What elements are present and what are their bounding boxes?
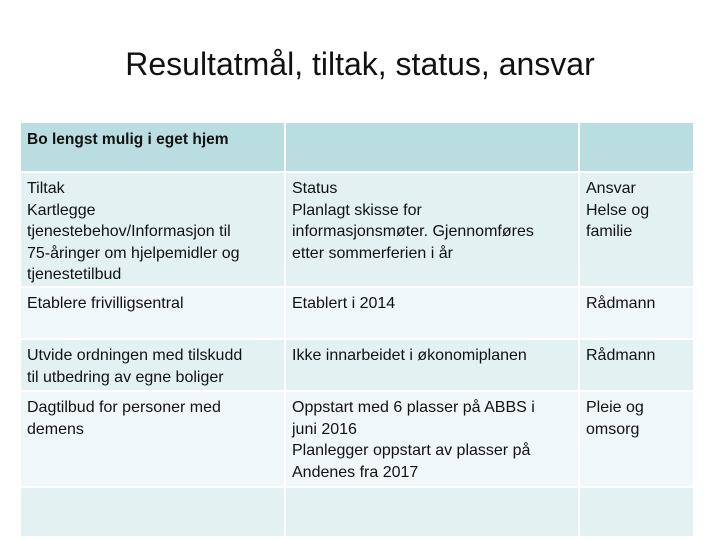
cell-line: Oppstart med 6 plasser på ABBS i (292, 399, 535, 416)
header-cell-empty (286, 123, 580, 173)
tiltak-cell (21, 488, 286, 538)
cell-line: Rådmann (586, 347, 656, 364)
cell-line: Pleie og (586, 399, 644, 416)
table-row (21, 173, 693, 288)
cell-line: Tiltak (27, 180, 65, 197)
table-row (21, 488, 693, 538)
cell-line: Kartlegge (27, 201, 96, 219)
cell-line: Ikke innarbeidet i økonomiplanen (292, 347, 527, 364)
status-cell (286, 173, 580, 288)
slide-title: Resultatmål, tiltak, status, ansvar (125, 46, 595, 82)
tiltak-cell (21, 173, 286, 288)
tiltak-cell (21, 392, 286, 488)
status-cell (286, 488, 580, 538)
results-table (21, 123, 693, 538)
cell-line: tjenestetilbud (27, 266, 122, 283)
cell-line: informasjonsmøter. Gjennomføres (292, 223, 534, 240)
ansvar-cell (580, 392, 693, 488)
cell-line: Rådmann (586, 295, 656, 312)
status-cell (286, 392, 580, 488)
cell-line: etter sommerferien i år (292, 244, 453, 262)
cell-line: Status (292, 180, 338, 197)
cell-line: demens (27, 420, 84, 438)
header-cell-empty (580, 123, 693, 173)
ansvar-cell (580, 340, 693, 392)
table-header-row (21, 123, 693, 173)
cell-line: omsorg (586, 420, 640, 438)
cell-line: Ansvar (586, 180, 636, 197)
cell-line: tjenestebehov/Informasjon til (27, 223, 231, 240)
table-row (21, 392, 693, 488)
cell-line: Utvide ordningen med tilskudd (27, 347, 243, 364)
cell-line: Dagtilbud for personer med (27, 399, 221, 416)
status-cell (286, 288, 580, 340)
table-row (21, 288, 693, 340)
tiltak-cell (21, 340, 286, 392)
cell-line: Helse og (586, 201, 650, 219)
table-row (21, 340, 693, 392)
cell-line: Planlegger oppstart av plasser på (292, 442, 531, 459)
ansvar-cell (580, 173, 693, 288)
cell-line: familie (586, 223, 633, 240)
header-cell-goal: Bo lengst mulig i eget hjem (21, 123, 286, 173)
cell-line: Andenes fra 2017 (292, 463, 419, 481)
tiltak-cell (21, 288, 286, 340)
status-cell (286, 340, 580, 392)
cell-line: til utbedring av egne boliger (27, 368, 224, 386)
cell-line: Etablere frivilligsentral (27, 295, 184, 312)
cell-line: Planlagt skisse for (292, 201, 422, 219)
cell-line: juni 2016 (292, 420, 357, 438)
cell-line: 75-åringer om hjelpemidler og (27, 244, 240, 262)
cell-line: Etablert i 2014 (292, 295, 396, 312)
ansvar-cell (580, 488, 693, 538)
ansvar-cell (580, 288, 693, 340)
